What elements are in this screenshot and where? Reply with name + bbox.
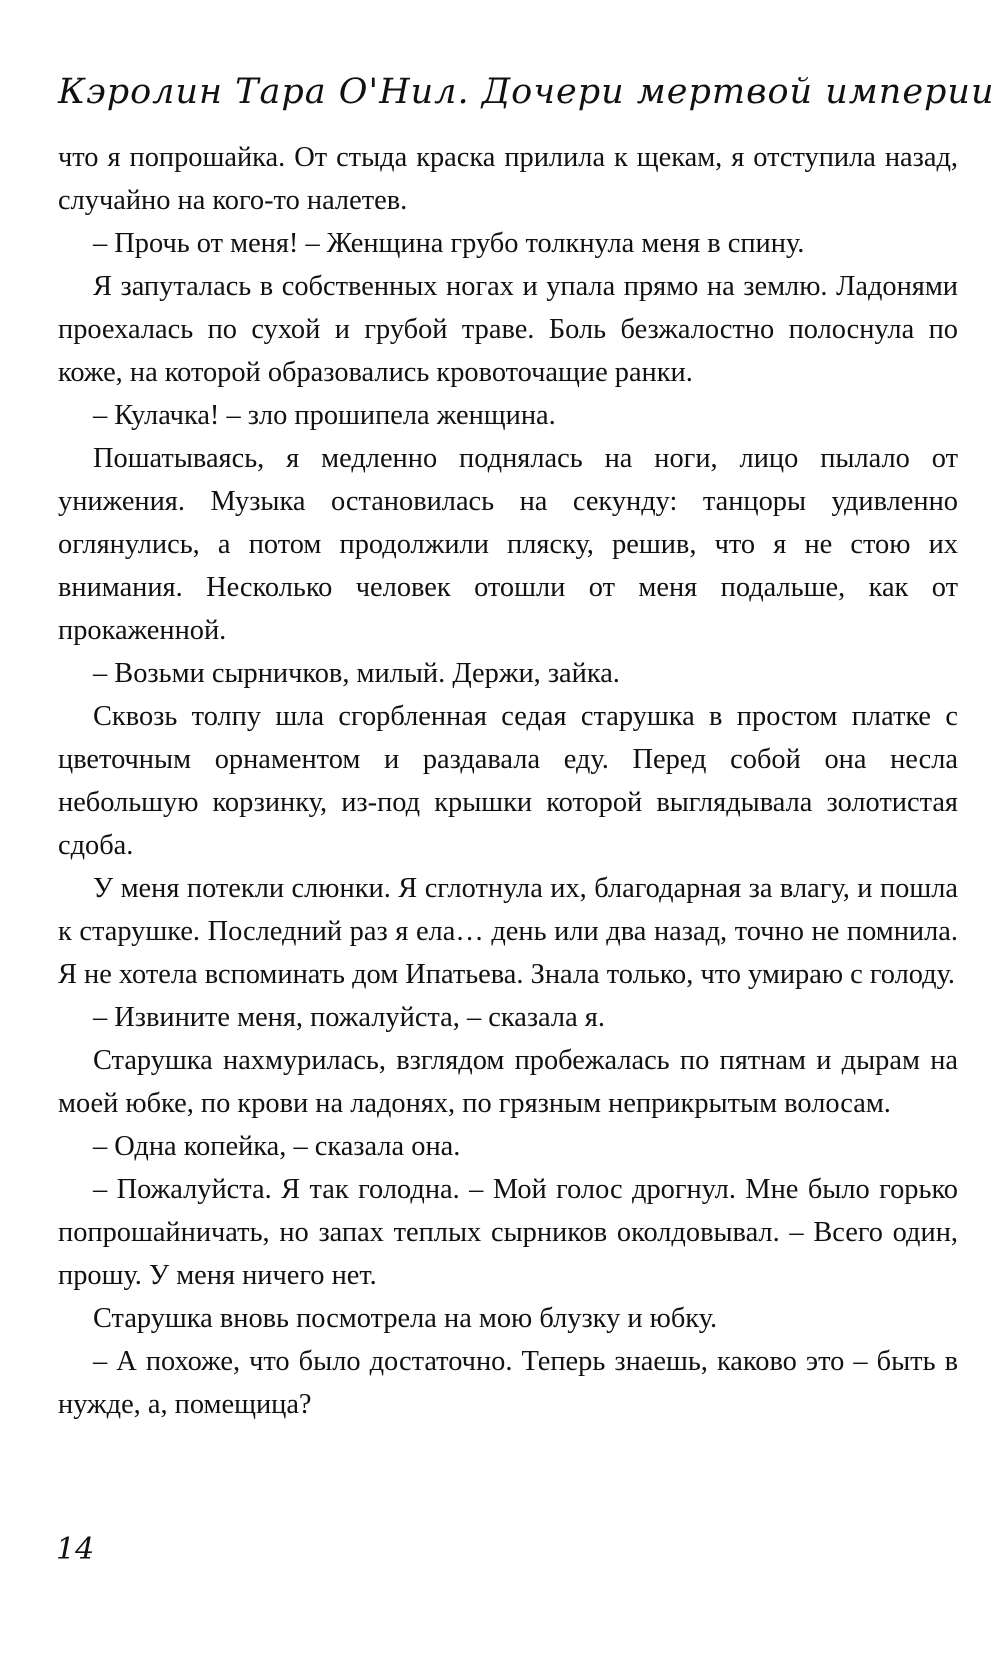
body-text [58,136,958,1426]
paragraph: Сквозь толпу шла сгорбленная седая старушка в простом платке с цветочным орнаментом и раздавала еду. Перед собой она несла небольшую корзинку, из-под крышки которой выглядывала золотистая сдоба. [58,701,958,861]
paragraph: – Пожалуйста. Я так голодна. – Мой голос дрогнул. Мне было горько попрошайничать, но запах теплых сырников околдовывал. – Всего один, прошу. У меня ничего нет. [58,1174,958,1291]
paragraph: что я попрошайка. От стыда краска прилила к щекам, я отступила назад, случайно на кого-то налетев. [58,142,958,216]
paragraph: – Кулачка! – зло прошипела женщина. [93,400,556,431]
paragraph: – Прочь от меня! – Женщина грубо толкнула меня в спину. [93,228,805,259]
paragraph: Старушка нахмурилась, взглядом пробежалась по пятнам и дырам на моей юбке, по крови на ладонях, по грязным неприкрытым волосам. [58,1045,958,1119]
page-number: 14 [56,1532,95,1567]
running-head: Кэролин Тара О'Нил. Дочери мертвой империи [58,72,995,112]
paragraph: – А похоже, что было достаточно. Теперь знаешь, каково это – быть в нужде, а, помещица? [58,1346,958,1420]
paragraph: – Одна копейка, – сказала она. [93,1131,461,1162]
paragraph: Старушка вновь посмотрела на мою блузку и юбку. [93,1303,718,1334]
paragraph: Я запуталась в собственных ногах и упала прямо на землю. Ладонями проехалась по сухой и грубой траве. Боль безжалостно полоснула по коже, на которой образовались кровоточащие ранки. [58,271,958,388]
paragraph: – Возьми сырничков, милый. Держи, зайка. [93,658,620,689]
paragraph: Пошатываясь, я медленно поднялась на ноги, лицо пылало от унижения. Музыка остановилась на секунду: танцоры удивленно оглянулись, а потом продолжили пляску, решив, что я не стою их внимания. Несколько человек отошли от меня подальше, как от прокаженной. [58,443,958,646]
paragraph: – Извините меня, пожалуйста, – сказала я. [93,1002,605,1033]
paragraph: У меня потекли слюнки. Я сглотнула их, благодарная за влагу, и пошла к старушке. Последний раз я ела… день или два назад, точно не помнила. Я не хотела вспоминать дом Ипатьева. Знала только, что умираю с голоду. [58,873,958,990]
